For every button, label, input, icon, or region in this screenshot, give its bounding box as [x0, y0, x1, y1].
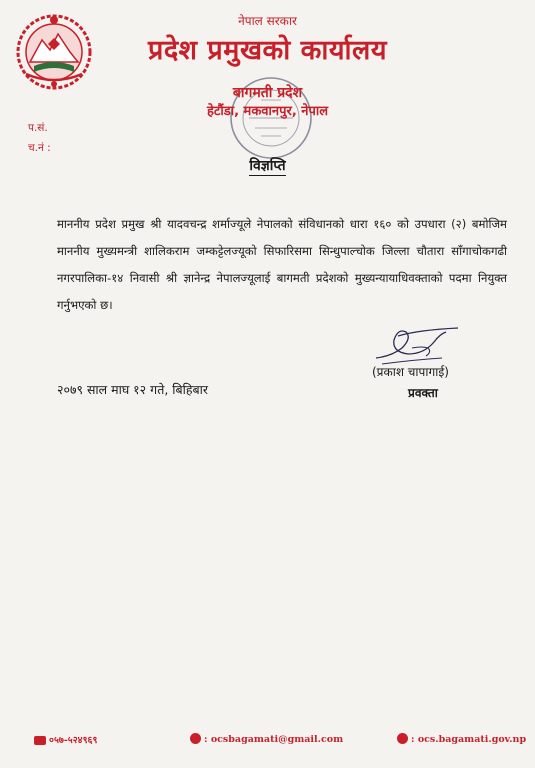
signatory-name: (प्रकाश चापागाई) — [372, 365, 449, 379]
government-name: नेपाल सरकार — [238, 14, 297, 28]
office-name: प्रदेश प्रमुखको कार्यालय — [147, 35, 388, 66]
telephone-icon — [34, 736, 46, 745]
globe-icon — [397, 733, 408, 744]
office-address: हेटौंडा, मकवानपुर, नेपाल — [206, 104, 329, 119]
footer-website — [397, 733, 526, 745]
signatory-title: प्रवक्ता — [408, 386, 438, 400]
notice-date: २०७९ साल माघ १२ गते, बिहिबार — [57, 382, 209, 397]
footer-email — [190, 733, 343, 745]
notice-body: माननीय प्रदेश प्रमुख श्री यादवचन्द्र शर्माज्यूले नेपालको संविधानको धारा १६० को उपधारा (२) बमोजिम माननीय मुख्यमन्त्री शालिकराम जम्कट्टेलज्यूको सिफारिसमा सिन्धुपाल्चोक जिल्ला चौतारा साँगाचोकगढी नगरपालिका-१४ निवासी श्री ज्ञानेन्द्र नेपालज्यूलाई बागमती प्रदेशको मुख्यन्यायाधिवक्ताको पदमा नियुक्त गर्नुभएको छ। — [57, 217, 507, 312]
province-name: बागमती प्रदेश — [232, 85, 303, 101]
footer-website-text: : ocs.bagamati.gov.np — [411, 734, 527, 745]
notice-title-text: विज्ञप्ति — [249, 158, 286, 174]
footer-phone — [34, 733, 97, 746]
email-icon — [190, 733, 201, 744]
reference-number-label: प.सं. — [28, 122, 48, 134]
notice-title — [0, 156, 535, 175]
dispatch-number-label: च.नं : — [28, 142, 51, 154]
footer-phone-text: ०५७-५२४९६९ — [49, 735, 98, 746]
footer-email-text: : ocsbagamati@gmail.com — [204, 734, 344, 745]
